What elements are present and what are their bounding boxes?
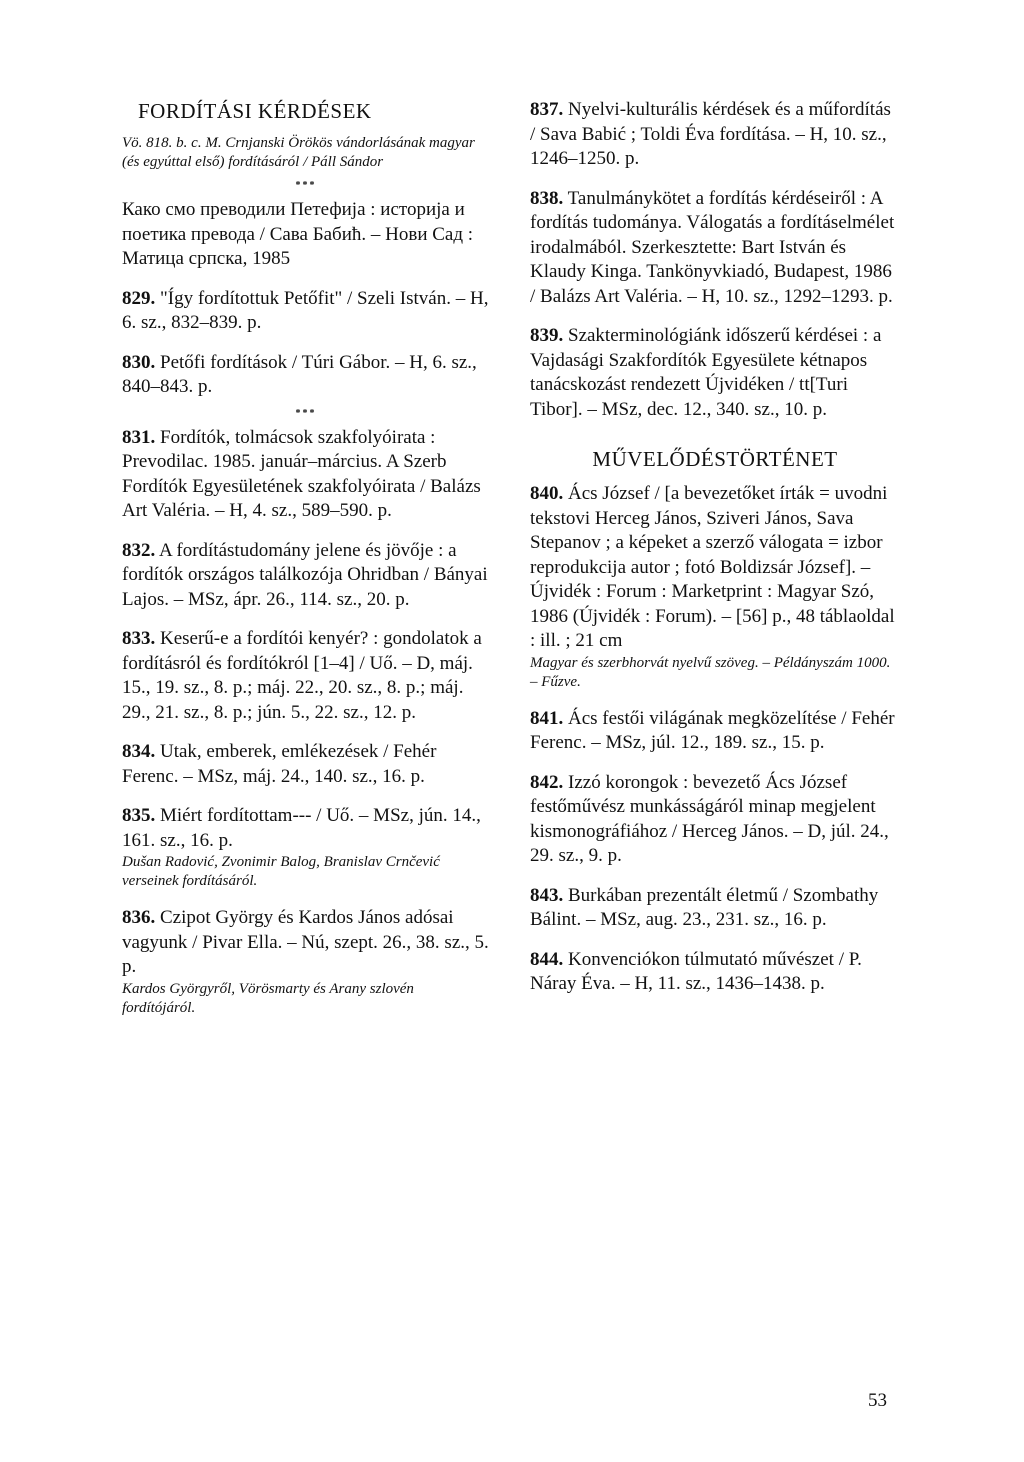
entry-text: Ács József / [a bevezetőket írták = uvodni tekstovi Herceg János, Sziveri János, Sava Stepanov ; a képeket a szerző válogata = izbor reprodukcija autor ; fotó Boldizsár József]. – Újvidék : Forum : Marketprint : Magyar Szó, 1986 (Újvidék : Forum). – [56] p., 48 táblaoldal : ill. ; 21 cm — [530, 483, 895, 651]
entry-843 — [530, 884, 900, 933]
entry-840 — [530, 482, 900, 692]
entry-number: 830. — [122, 351, 156, 373]
entry-834 — [122, 740, 490, 789]
right-column — [530, 98, 900, 1012]
entry-833 — [122, 627, 490, 725]
entry-text: Szakterminológiánk időszerű kérdései : a Vajdasági Szakfordítók Egyesülete kétnapos tanácskozást rendezett Újvidéken / tt[Turi Tibor]. – MSz, dec. 12., 340. sz., 10. p. — [530, 325, 882, 420]
entry-text: Nyelvi-kulturális kérdések és a műfordítás / Sava Babić ; Toldi Éva fordítása. – H, 10. sz., 1246–1250. p. — [530, 99, 891, 169]
entry-number: 838. — [530, 187, 564, 209]
entry-830 — [122, 351, 490, 400]
entry-842 — [530, 771, 900, 869]
entry-text: Keserű-e a fordítói kenyér? : gondolatok a fordításról és fordítókról [1–4] / Uő. – D, máj. 15., 19. sz., 8. p.; máj. 22., 20. sz., 8. p.; máj. 29., 21. sz., 8. p.; jún. 5., 22. sz., 12. p. — [122, 628, 482, 723]
entry-number: 843. — [530, 884, 564, 906]
entry-829 — [122, 287, 490, 336]
entry-number: 837. — [530, 99, 564, 120]
entry-annotation: Magyar és szerbhorvát nyelvű szöveg. – Példányszám 1000. – Fűzve. — [530, 654, 891, 690]
entry-839 — [530, 324, 900, 422]
section-title-forditasi-kerdesek: FORDÍTÁSI KÉRDÉSEK — [138, 99, 372, 123]
entry-number: 829. — [122, 287, 156, 309]
page-number: 53 — [868, 1390, 887, 1411]
entry-837 — [530, 98, 900, 172]
entry-text: Fordítók, tolmácsok szakfolyóirata : Prevodilac. 1985. január–március. A Szerb Fordítók Egyesületének szakfolyóirata / Balázs Art Valéria. – H, 4. sz., 589–590. p. — [122, 426, 481, 521]
entry-number: 839. — [530, 325, 564, 346]
entry-text: Utak, emberek, emlékezések / Fehér Ferenc. – MSz, máj. 24., 140. sz., 16. p. — [122, 741, 437, 787]
entry-836 — [122, 906, 490, 1018]
entry-832 — [122, 539, 490, 613]
entry-844 — [530, 948, 900, 997]
left-column — [122, 98, 490, 1033]
cross-reference-note: Vö. 818. b. c. M. Crnjanski Örökös vándorlásának magyar (és egyúttal első) fordításáról / Páll Sándor — [122, 135, 475, 170]
entry-annotation: Dušan Radović, Zvonimir Balog, Branislav Crnčević verseinek fordításáról. — [122, 854, 440, 889]
entry-text: Burkában prezentált életmű / Szombathy Bálint. – MSz, aug. 23., 231. sz., 16. p. — [530, 884, 879, 930]
entry-number: 836. — [122, 907, 156, 928]
entry-838 — [530, 187, 900, 310]
section-title-muvelodestortenet: MŰVELŐDÉSTÖRTÉNET — [592, 447, 838, 471]
entry-annotation: Kardos Györgyről, Vörösmarty és Arany szlovén fordítójáról. — [122, 980, 414, 1016]
entry-number: 833. — [122, 628, 156, 649]
entry-number: 841. — [530, 707, 564, 729]
entry-text: Petőfi fordítások / Túri Gábor. – H, 6. sz., 840–843. p. — [122, 351, 477, 397]
entry-831 — [122, 426, 490, 524]
entry-text: Tanulmánykötet a fordítás kérdéseiről : A fordítás tudománya. Válogatás a fordításelmélet irodalmából. Szerkesztette: Bart István és Klaudy Kinga. Tankönyvkiadó, Budapest, 1986 / Balázs Art Valéria. – H, 10. sz., 1292–1293. p. — [530, 187, 895, 307]
entry-text: Ács festői világának megközelítése / Fehér Ferenc. – MSz, júl. 12., 189. sz., 15. p. — [530, 707, 895, 753]
entry-number: 832. — [122, 539, 156, 561]
entry-text: "Így fordítottuk Petőfit" / Szeli István. – H, 6. sz., 832–839. p. — [122, 287, 489, 333]
separator-stars: *** — [295, 180, 317, 191]
entry-number: 831. — [122, 426, 156, 448]
entry-text: Czipot György és Kardos János adósai vagyunk / Pivar Ella. – Nú, szept. 26., 38. sz., 5. p. — [122, 907, 489, 977]
entry-number: 842. — [530, 771, 564, 793]
entry-text: Izzó korongok : bevezető Ács József festőművész munkásságáról minap megjelent kismonográfiához / Herceg János. – D, júl. 24., 29. sz., 9. p. — [530, 771, 889, 866]
entry-number: 840. — [530, 483, 564, 504]
entry-number: 834. — [122, 741, 156, 762]
entry-841 — [530, 707, 900, 756]
separator-stars: *** — [295, 407, 317, 419]
entry-text: A fordítástudomány jelene és jövője : a fordítók országos találkozója Ohridban / Bányai Lajos. – MSz, ápr. 26., 114. sz., 20. p. — [122, 539, 488, 610]
entry-number: 844. — [530, 948, 564, 970]
entry-text: Miért fordítottam--- / Uő. – MSz, jún. 14., 161. sz., 16. p. — [122, 805, 481, 851]
entry-number: 835. — [122, 805, 156, 826]
serbian-book-entry: Како смо преводили Петефија : историја и поетика превода / Сава Бабић. – Нови Сад : Матица српска, 1985 — [122, 199, 474, 269]
entry-835 — [122, 804, 490, 891]
entry-text: Konvenciókon túlmutató művészet / P. Náray Éva. – H, 11. sz., 1436–1438. p. — [530, 948, 862, 994]
